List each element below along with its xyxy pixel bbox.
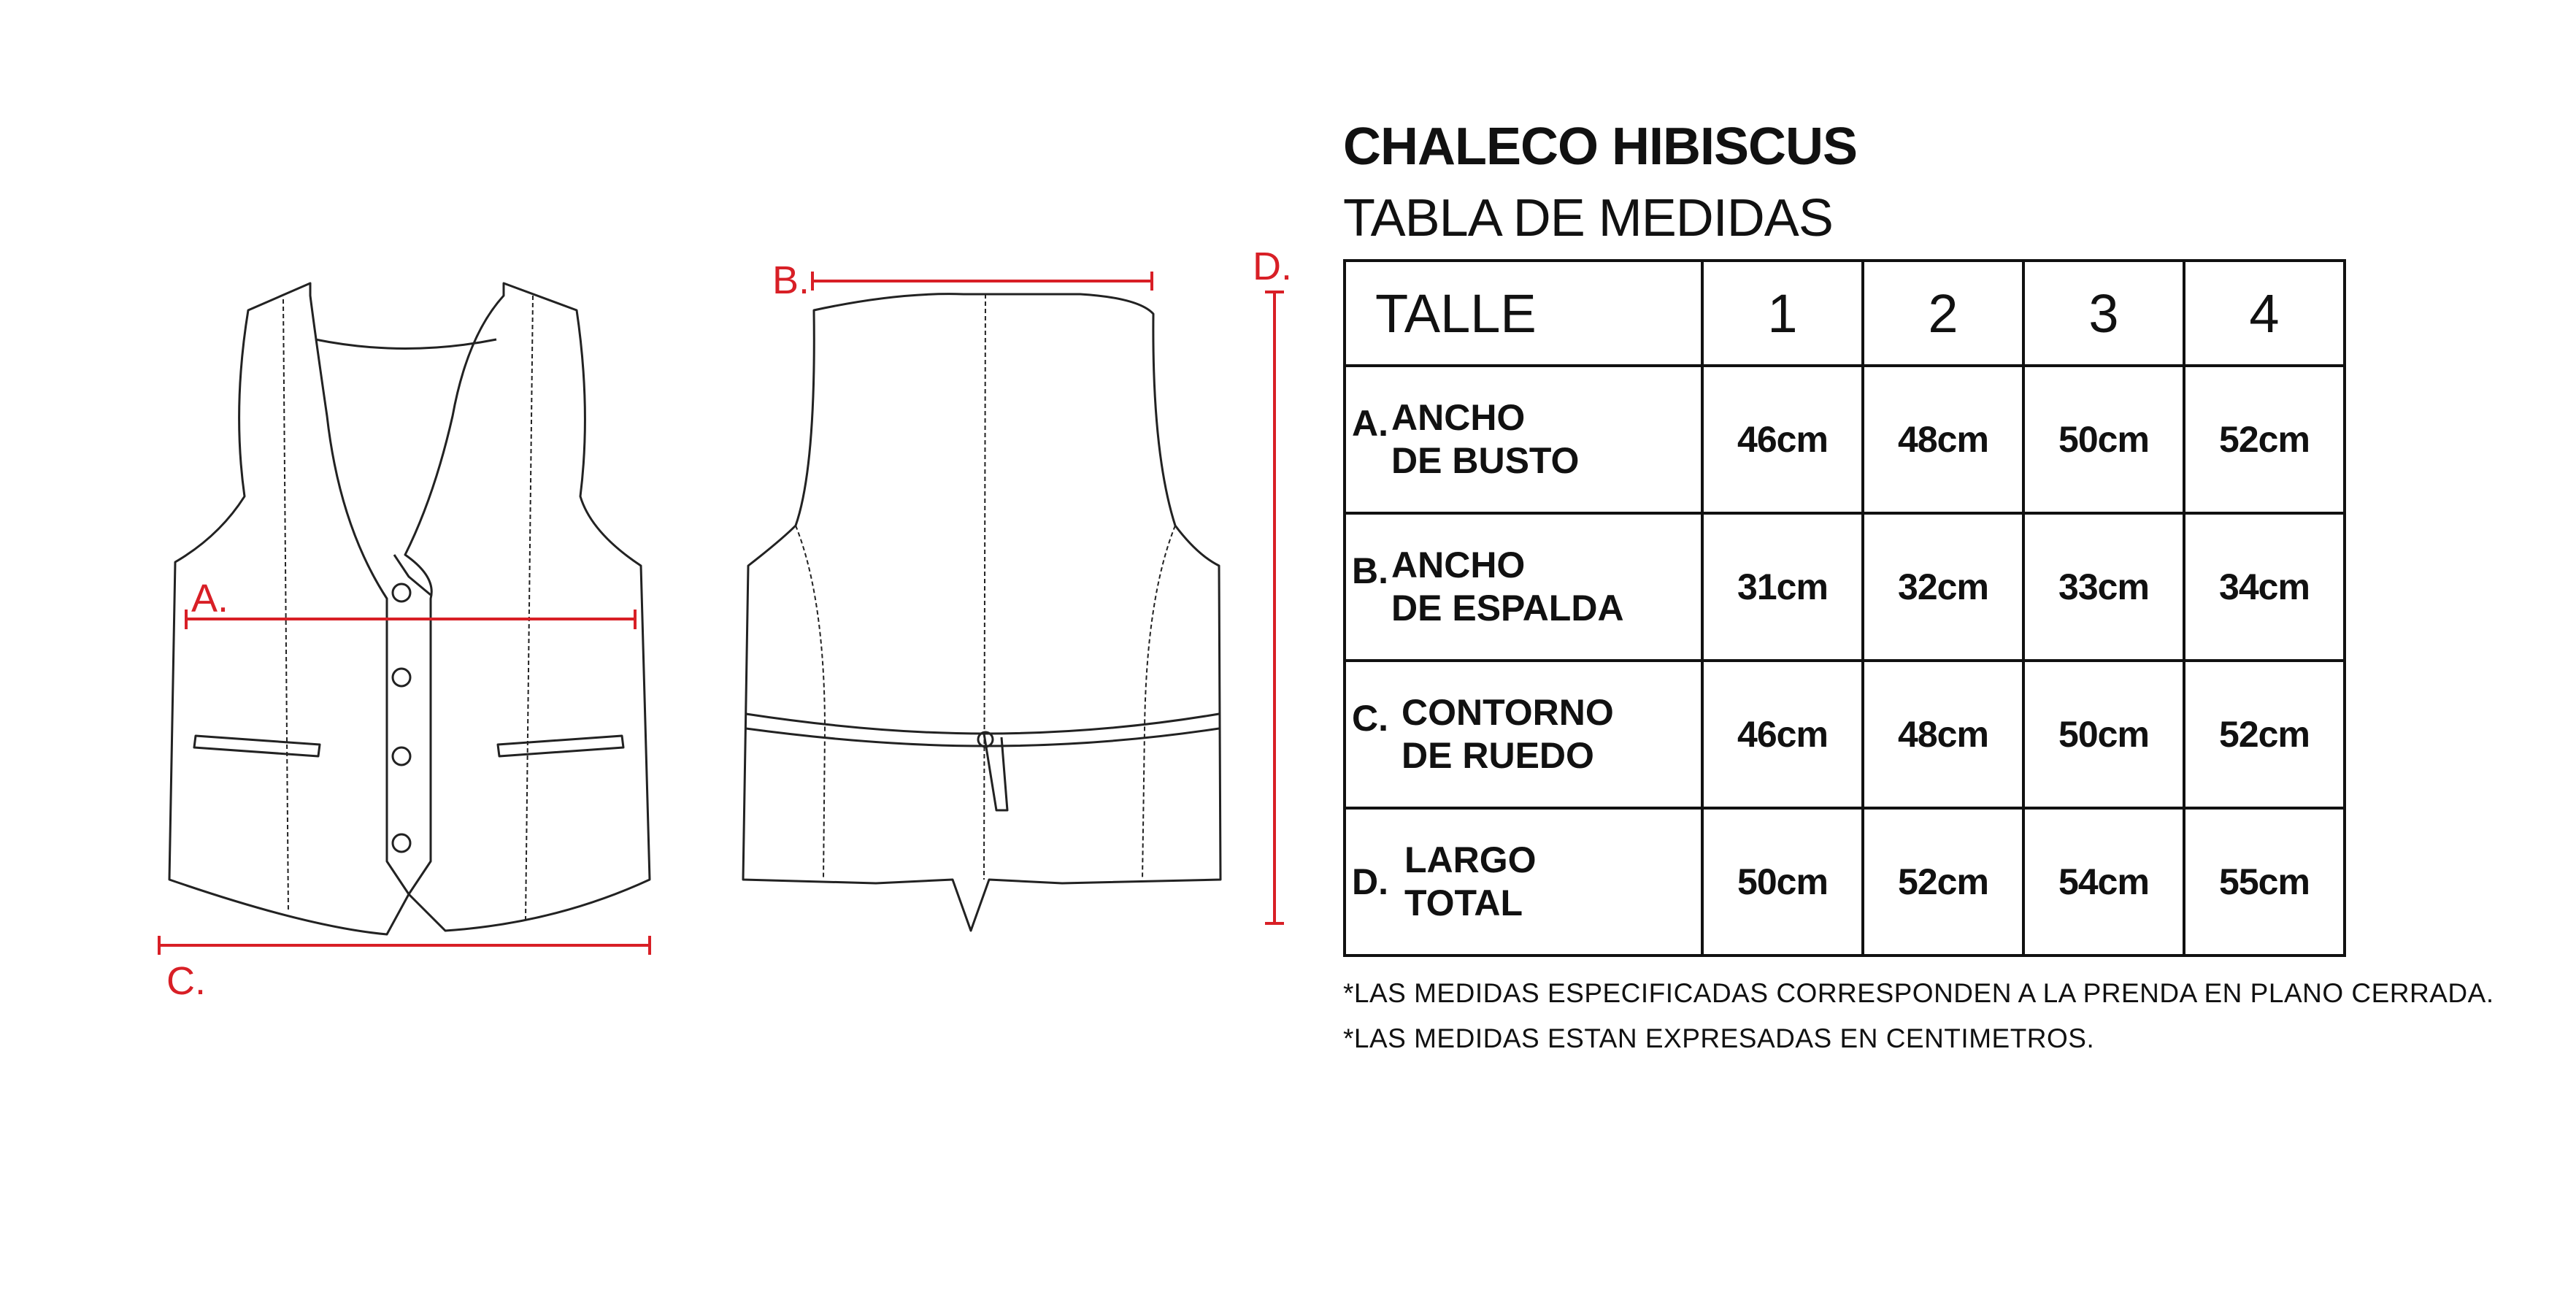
table-cell: 31cm (1702, 513, 1863, 661)
measure-line-b (812, 272, 1152, 291)
row-letter: B. (1352, 550, 1388, 591)
row-label-line1: LARGO (1404, 839, 1537, 880)
row-label-line1: CONTORNO (1402, 692, 1614, 733)
measure-line-c (159, 936, 650, 955)
row-letter: C. (1352, 698, 1388, 739)
marker-b: B. (772, 258, 810, 302)
button-icon (393, 669, 410, 686)
vest-front-dart-left (283, 299, 288, 912)
row-label (1345, 366, 1702, 513)
vest-back-outline (743, 294, 1220, 931)
marker-a: A. (191, 577, 229, 620)
vest-front-drawing (169, 283, 650, 934)
row-label-line1: ANCHO (1391, 397, 1526, 438)
marker-d: D. (1253, 245, 1292, 288)
table-row (1345, 513, 2345, 661)
header-talle: TALLE (1345, 261, 1702, 366)
size-table (1343, 259, 2346, 957)
table-cell: 46cm (1702, 366, 1863, 513)
row-label (1345, 513, 1702, 661)
table-cell: 33cm (2023, 513, 2184, 661)
vest-front-dart-right (526, 296, 533, 920)
table-row (1345, 808, 2345, 956)
measure-lines (159, 272, 1284, 955)
row-label-line2: TOTAL (1404, 883, 1523, 923)
marker-c: C. (166, 959, 206, 1003)
button-icon (393, 747, 410, 765)
row-label-line2: DE RUEDO (1402, 735, 1594, 776)
table-cell: 46cm (1702, 661, 1863, 808)
table-cell: 52cm (2184, 366, 2345, 513)
table-row (1345, 661, 2345, 808)
vest-back-drawing (743, 294, 1220, 931)
table-cell: 48cm (1863, 366, 2023, 513)
vest-back-side-seam-right (1142, 526, 1175, 880)
row-label (1345, 808, 1702, 956)
header-size: 2 (1863, 261, 2023, 366)
vest-back-belt (746, 714, 1219, 746)
table-cell: 50cm (1702, 808, 1863, 956)
vest-front-pocket-right (498, 736, 623, 756)
row-letter: D. (1352, 861, 1388, 902)
header-size: 3 (2023, 261, 2184, 366)
vest-back-center-seam (984, 294, 985, 880)
table-cell: 54cm (2023, 808, 2184, 956)
table-cell: 50cm (2023, 366, 2184, 513)
measure-line-a (186, 610, 635, 629)
page-title: CHALECO HIBISCUS (1343, 118, 1858, 176)
page-subtitle: TABLA DE MEDIDAS (1343, 189, 1833, 247)
header-size: 4 (2184, 261, 2345, 366)
table-cell: 50cm (2023, 661, 2184, 808)
row-label-line2: DE BUSTO (1391, 440, 1580, 481)
footnote: *LAS MEDIDAS ESPECIFICADAS CORRESPONDEN A LA PRENDA EN PLANO CERRADA. (1343, 978, 2494, 1008)
button-icon (393, 834, 410, 852)
header-size: 1 (1702, 261, 1863, 366)
table-row (1345, 366, 2345, 513)
row-letter: A. (1352, 403, 1388, 444)
table-cell: 52cm (1863, 808, 2023, 956)
vest-front-buttons (393, 584, 410, 852)
row-label-line1: ANCHO (1391, 545, 1526, 585)
footnotes (1343, 971, 2494, 1061)
vest-back-side-seam-left (796, 526, 825, 880)
vest-front-outline (169, 283, 650, 934)
vest-front-neckline (315, 339, 496, 349)
measure-line-d (1265, 292, 1284, 923)
table-cell: 52cm (2184, 661, 2345, 808)
table-cell: 34cm (2184, 513, 2345, 661)
table-cell: 48cm (1863, 661, 2023, 808)
table-cell: 55cm (2184, 808, 2345, 956)
table-cell: 32cm (1863, 513, 2023, 661)
table-header-row (1345, 261, 2345, 366)
row-label (1345, 661, 1702, 808)
vest-front-pocket-left (194, 736, 320, 756)
row-label-line2: DE ESPALDA (1391, 588, 1624, 628)
button-icon (393, 584, 410, 601)
footnote: *LAS MEDIDAS ESTAN EXPRESADAS EN CENTIMETROS. (1343, 1023, 2095, 1053)
